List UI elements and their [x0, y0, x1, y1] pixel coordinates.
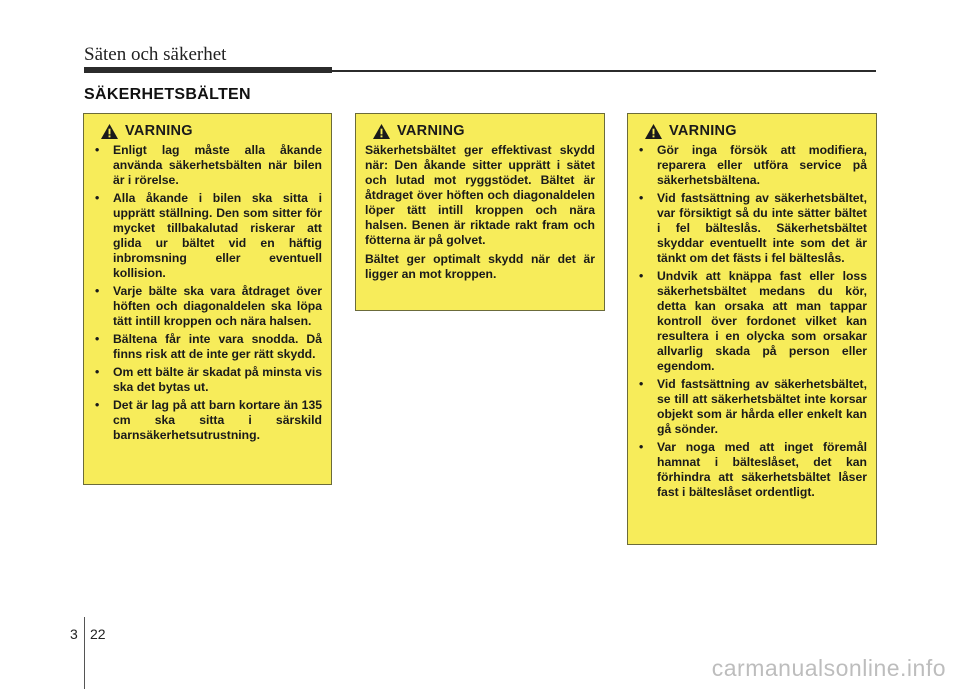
- warning-item: • Vid fastsättning av säkerhetsbältet, var försiktigt så du inte sätter bältet i fel bälteslås. Säkerhetsbältet skyddar eventuellt inte som det är tänkt om det fästs i fel bälteslås.: [637, 191, 867, 266]
- header-rule-thick: [84, 67, 332, 73]
- warning-title: VARNING: [125, 123, 193, 139]
- warning-header: [100, 123, 322, 140]
- warning-list: [637, 143, 867, 500]
- warning-box-3: [627, 113, 877, 545]
- warning-paragraph: Säkerhetsbältet ger effektivast skydd när: Den åkande sitter upprätt i sätet och lutad mot ryggstödet. Bältet är åtdraget över höften och diagonaldelen löper tätt intill kroppen och nära halsen. Benen är riktade rakt fram och fötterna är på golvet.: [365, 143, 595, 247]
- warning-header: [372, 123, 595, 140]
- warning-box-1: [83, 113, 332, 485]
- warning-item: • Varje bälte ska vara åtdraget över höften och diagonaldelen ska löpa tätt intill kroppen och nära halsen.: [93, 284, 322, 329]
- watermark: carmanualsonline.info: [711, 655, 946, 681]
- warning-triangle-icon: [372, 123, 391, 140]
- warning-item: • Om ett bälte är skadat på minsta vis ska det bytas ut.: [93, 365, 322, 395]
- warning-item: • Bältena får inte vara snodda. Då finns risk att de inte ger rätt skydd.: [93, 332, 322, 362]
- page-number: 22: [90, 626, 106, 642]
- warning-item: • Gör inga försök att modifiera, reparera eller utföra service på säkerhetsbältena.: [637, 143, 867, 188]
- warning-item: • Var noga med att inget föremål hamnat i bälteslåset, det kan förhindra att säkerhetsbältet låser fast i bälteslåset ordentligt.: [637, 440, 867, 500]
- warning-triangle-icon: [100, 123, 119, 140]
- warning-item: • Vid fastsättning av säkerhetsbältet, se till att säkerhetsbältet inte korsar objekt som är hårda eller enkelt kan gå sönder.: [637, 377, 867, 437]
- warning-title: VARNING: [669, 123, 737, 139]
- warning-item: • Undvik att knäppa fast eller loss säkerhetsbältet medans du kör, detta kan orsaka att man tappar kontroll över fordonet vilket kan resultera i en olycka som orsakar allvarlig skada på person eller egendom.: [637, 269, 867, 374]
- warning-title: VARNING: [397, 123, 465, 139]
- warning-box-2: [355, 113, 605, 311]
- header-rule-thin: [332, 70, 876, 72]
- warning-item: • Enligt lag måste alla åkande använda säkerhetsbälten när bilen är i rörelse.: [93, 143, 322, 188]
- page-header-title: Säten och säkerhet: [84, 44, 227, 65]
- warning-paragraph: Bältet ger optimalt skydd när det är ligger an mot kroppen.: [365, 252, 595, 281]
- warning-list: [93, 143, 322, 443]
- warning-triangle-icon: [644, 123, 663, 140]
- warning-header: [644, 123, 867, 140]
- warning-item: • Det är lag på att barn kortare än 135 cm ska sitta i särskild barnsäkerhetsutrustning.: [93, 398, 322, 443]
- section-title: SÄKERHETSBÄLTEN: [84, 86, 251, 103]
- chapter-number: 3: [70, 626, 78, 642]
- warning-item: • Alla åkande i bilen ska sitta i upprätt ställning. Den som sitter för mycket tillbakalutad riskerar att glida ur bältet vid en häftig inbromsning eller eventuell kollision.: [93, 191, 322, 281]
- footer-divider: [84, 617, 85, 689]
